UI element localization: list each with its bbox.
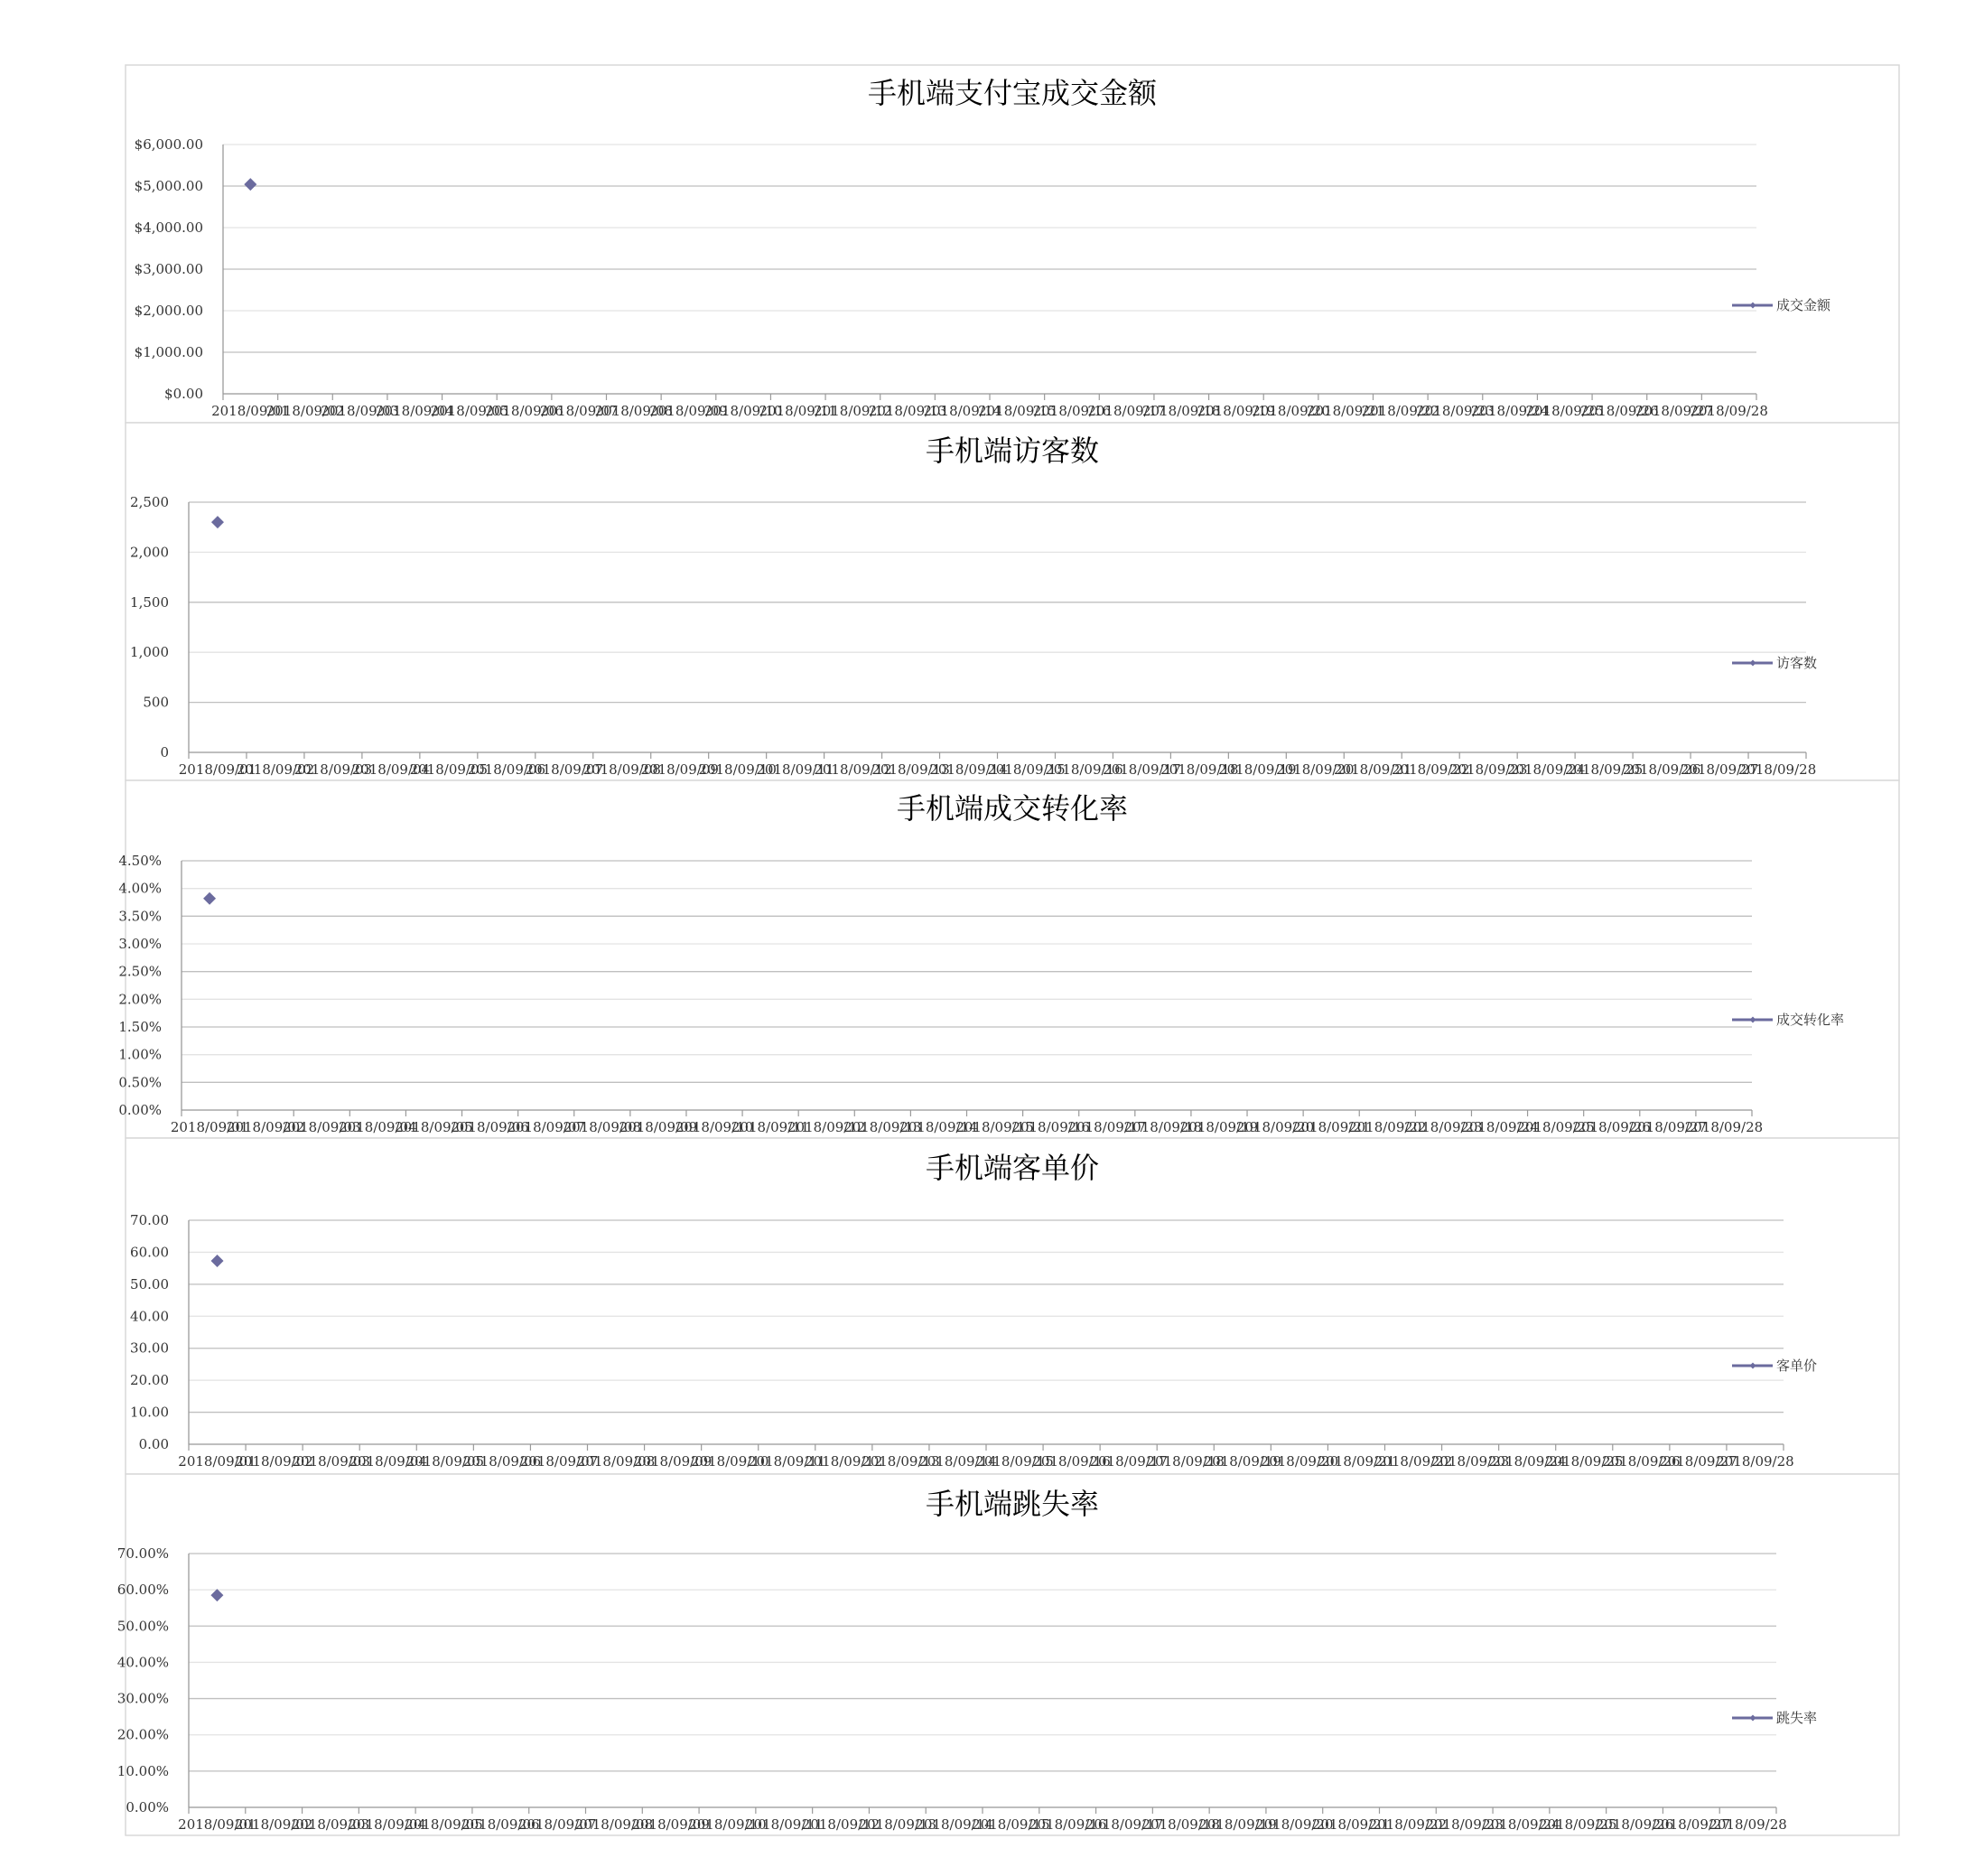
y-tick-label: 1,500	[130, 593, 169, 611]
y-tick-label: 0.00%	[118, 1102, 162, 1118]
x-tick-label: 2018/09/14	[918, 1453, 997, 1470]
y-tick-label: 0.00	[138, 1436, 169, 1452]
chart-title: 手机端跳失率	[925, 1487, 1100, 1521]
x-tick-label: 2018/09/19	[1218, 761, 1297, 778]
x-tick-label: 2018/09/18	[1142, 403, 1221, 419]
x-tick-label: 2018/09/15	[972, 1816, 1050, 1833]
y-tick-label: 70.00	[130, 1212, 169, 1228]
x-tick-label: 2018/09/04	[351, 761, 431, 778]
x-tick-label: 2018/09/02	[234, 1816, 313, 1833]
x-tick-label: 2018/09/17	[1103, 761, 1181, 778]
y-tick-label: $2,000.00	[134, 303, 203, 319]
x-tick-label: 2018/09/20	[1235, 1119, 1315, 1135]
y-tick-label: 4.00%	[118, 880, 162, 897]
x-tick-label: 2018/09/12	[814, 761, 892, 778]
y-tick-label: $5,000.00	[134, 178, 203, 194]
x-tick-label: 2018/09/21	[1306, 403, 1385, 419]
x-tick-label: 2018/09/23	[1404, 1119, 1483, 1135]
x-tick-label: 2018/09/03	[293, 761, 373, 778]
x-tick-label: 2018/09/28	[1690, 403, 1768, 419]
y-tick-label: 3.00%	[118, 936, 162, 952]
x-tick-label: 2018/09/19	[1203, 1453, 1282, 1470]
x-tick-label: 2018/09/26	[1580, 403, 1659, 419]
y-tick-label: 1,000	[130, 644, 169, 661]
y-tick-label: 10.00%	[116, 1762, 169, 1779]
y-tick-label: $4,000.00	[134, 219, 203, 236]
x-tick-label: 2018/09/26	[1622, 761, 1701, 778]
x-tick-label: 2018/09/08	[563, 1119, 642, 1135]
chart-panel-1	[126, 65, 1899, 423]
x-tick-label: 2018/09/24	[1487, 1453, 1567, 1470]
x-tick-label: 2018/09/05	[430, 403, 509, 419]
x-tick-label: 2018/09/18	[1141, 1816, 1220, 1833]
x-tick-label: 2018/09/27	[1652, 1816, 1731, 1833]
x-tick-label: 2018/09/20	[1255, 1816, 1334, 1833]
x-tick-label: 2018/09/21	[1311, 1816, 1391, 1833]
x-tick-label: 2018/09/01	[178, 1816, 256, 1833]
x-tick-label: 2018/09/07	[525, 761, 604, 778]
y-tick-label: 20.00	[130, 1372, 169, 1389]
x-tick-label: 2018/09/13	[868, 403, 947, 419]
y-tick-label: 2.00%	[118, 991, 162, 1008]
y-tick-label: 10.00	[130, 1404, 169, 1421]
chart-title: 手机端成交转化率	[896, 791, 1129, 826]
x-tick-label: 2018/09/18	[1160, 761, 1239, 778]
x-tick-label: 2018/09/25	[1525, 403, 1604, 419]
x-tick-label: 2018/09/16	[1032, 403, 1112, 419]
x-tick-label: 2018/09/12	[805, 1453, 883, 1470]
x-tick-label: 2018/09/17	[1089, 1453, 1168, 1470]
y-tick-label: 70.00%	[116, 1545, 169, 1562]
x-tick-label: 2018/09/15	[955, 1119, 1034, 1135]
x-tick-label: 2018/09/10	[675, 1119, 754, 1135]
x-tick-label: 2018/09/22	[1348, 1119, 1427, 1135]
x-tick-label: 2018/09/19	[1179, 1119, 1259, 1135]
x-tick-label: 2018/09/09	[640, 761, 719, 778]
x-tick-label: 2018/09/01	[178, 1453, 256, 1470]
x-tick-label: 2018/09/17	[1087, 403, 1166, 419]
x-tick-label: 2018/09/03	[321, 403, 399, 419]
x-tick-label: 2018/09/03	[291, 1816, 370, 1833]
x-tick-label: 2018/09/13	[858, 1816, 937, 1833]
chart-panel-2	[126, 423, 1899, 780]
y-tick-label: 40.00	[130, 1308, 169, 1325]
y-tick-label: 3.50%	[118, 908, 162, 925]
y-tick-label: $6,000.00	[134, 136, 203, 153]
y-tick-label: 2.50%	[118, 963, 162, 980]
x-tick-label: 2018/09/04	[376, 403, 454, 419]
x-tick-label: 2018/09/11	[748, 1453, 826, 1470]
x-tick-label: 2018/09/04	[349, 1453, 427, 1470]
y-tick-label: 2,500	[130, 494, 169, 510]
chart-panel-3	[126, 780, 1899, 1138]
x-tick-label: 2018/09/26	[1602, 1453, 1681, 1470]
x-tick-label: 2018/09/04	[339, 1119, 417, 1135]
x-tick-label: 2018/09/04	[348, 1816, 426, 1833]
x-tick-label: 2018/09/12	[814, 403, 892, 419]
x-tick-label: 2018/09/19	[1198, 1816, 1277, 1833]
y-tick-label: 1.00%	[118, 1046, 162, 1063]
x-tick-label: 2018/09/09	[633, 1453, 713, 1470]
y-tick-label: 50.00	[130, 1275, 169, 1293]
x-tick-label: 2018/09/25	[1564, 761, 1644, 778]
x-tick-label: 2018/09/18	[1123, 1119, 1203, 1135]
x-tick-label: 2018/09/22	[1374, 1453, 1453, 1470]
x-tick-label: 2018/09/13	[843, 1119, 922, 1135]
x-tick-label: 2018/09/21	[1291, 1119, 1371, 1135]
x-tick-label: 2018/09/22	[1361, 403, 1440, 419]
x-tick-label: 2018/09/23	[1430, 1453, 1510, 1470]
x-tick-label: 2018/09/24	[1506, 761, 1586, 778]
x-tick-label: 2018/09/11	[759, 403, 837, 419]
legend-label: 成交转化率	[1776, 1012, 1845, 1028]
x-tick-label: 2018/09/26	[1572, 1119, 1651, 1135]
x-tick-label: 2018/09/22	[1391, 761, 1470, 778]
x-tick-label: 2018/09/03	[283, 1119, 361, 1135]
chart-panel-5	[126, 1474, 1899, 1835]
x-tick-label: 2018/09/06	[485, 403, 564, 419]
y-tick-label: 2,000	[130, 544, 169, 561]
x-tick-label: 2018/09/07	[507, 1119, 585, 1135]
x-tick-label: 2018/09/08	[574, 1816, 654, 1833]
x-tick-label: 2018/09/28	[1684, 1119, 1764, 1135]
x-tick-label: 2018/09/16	[1032, 1453, 1111, 1470]
x-tick-label: 2018/09/07	[539, 403, 619, 419]
x-tick-label: 2018/09/01	[211, 403, 290, 419]
chart-title: 手机端支付宝成交金额	[867, 76, 1158, 110]
y-tick-label: 1.50%	[118, 1019, 162, 1035]
y-tick-label: $0.00	[164, 386, 203, 402]
x-tick-label: 2018/09/05	[405, 1816, 483, 1833]
chart-panel-4	[126, 1138, 1899, 1474]
y-tick-label: 50.00%	[116, 1618, 169, 1635]
x-tick-label: 2018/09/09	[619, 1119, 698, 1135]
x-tick-label: 2018/09/19	[1197, 403, 1276, 419]
y-tick-label: 0.00%	[126, 1799, 169, 1815]
x-tick-label: 2018/09/15	[978, 403, 1057, 419]
x-tick-label: 2018/09/23	[1448, 761, 1528, 778]
x-tick-label: 2018/09/14	[923, 403, 1001, 419]
x-tick-label: 2018/09/20	[1276, 761, 1355, 778]
x-tick-label: 2018/09/11	[731, 1119, 810, 1135]
x-tick-label: 2018/09/14	[929, 761, 1008, 778]
x-tick-label: 2018/09/18	[1146, 1453, 1225, 1470]
x-tick-label: 2018/09/02	[265, 403, 345, 419]
x-tick-label: 2018/09/11	[745, 1816, 824, 1833]
x-tick-label: 2018/09/11	[756, 761, 834, 778]
x-tick-label: 2018/09/06	[461, 1816, 540, 1833]
x-tick-label: 2018/09/23	[1425, 1816, 1504, 1833]
x-tick-label: 2018/09/27	[1659, 1453, 1737, 1470]
x-tick-label: 2018/09/10	[690, 1453, 769, 1470]
y-tick-label: 60.00	[130, 1244, 169, 1261]
x-tick-label: 2018/09/05	[395, 1119, 473, 1135]
x-tick-label: 2018/09/16	[1045, 761, 1123, 778]
x-tick-label: 2018/09/16	[1011, 1119, 1090, 1135]
x-tick-label: 2018/09/22	[1368, 1816, 1448, 1833]
y-tick-label: 60.00%	[116, 1582, 169, 1599]
x-tick-label: 2018/09/21	[1334, 761, 1412, 778]
x-tick-label: 2018/09/24	[1460, 1119, 1539, 1135]
x-tick-label: 2018/09/07	[519, 1453, 599, 1470]
x-tick-label: 2018/09/01	[178, 761, 257, 778]
x-tick-label: 2018/09/23	[1416, 403, 1495, 419]
x-tick-label: 2018/09/12	[801, 1816, 880, 1833]
x-tick-label: 2018/09/25	[1545, 1453, 1624, 1470]
legend-label: 成交金额	[1776, 297, 1831, 313]
x-tick-label: 2018/09/02	[236, 761, 315, 778]
x-tick-label: 2018/09/05	[405, 1453, 485, 1470]
x-tick-label: 2018/09/07	[517, 1816, 597, 1833]
x-tick-label: 2018/09/13	[862, 1453, 940, 1470]
chart-title: 手机端访客数	[925, 434, 1100, 468]
x-tick-label: 2018/09/06	[451, 1119, 529, 1135]
x-tick-label: 2018/09/27	[1628, 1119, 1708, 1135]
x-tick-label: 2018/09/15	[975, 1453, 1054, 1470]
legend-label: 客单价	[1776, 1358, 1818, 1374]
x-tick-label: 2018/09/10	[688, 1816, 767, 1833]
y-tick-label: 40.00%	[116, 1654, 169, 1671]
x-tick-label: 2018/09/20	[1260, 1453, 1339, 1470]
x-tick-label: 2018/09/17	[1085, 1816, 1164, 1833]
x-tick-label: 2018/09/16	[1028, 1816, 1107, 1833]
y-tick-label: 30.00	[130, 1339, 169, 1357]
x-tick-label: 2018/09/08	[582, 761, 661, 778]
x-tick-label: 2018/09/09	[631, 1816, 710, 1833]
legend-label: 访客数	[1776, 655, 1818, 671]
x-tick-label: 2018/09/05	[409, 761, 489, 778]
x-tick-label: 2018/09/24	[1470, 403, 1550, 419]
x-tick-label: 2018/09/27	[1635, 403, 1714, 419]
legend-label: 跳失率	[1776, 1710, 1818, 1726]
x-tick-label: 2018/09/21	[1317, 1453, 1396, 1470]
x-tick-label: 2018/09/09	[649, 403, 728, 419]
y-tick-label: 0.50%	[118, 1074, 162, 1091]
x-tick-label: 2018/09/12	[787, 1119, 866, 1135]
x-tick-label: 2018/09/08	[576, 1453, 656, 1470]
x-tick-label: 2018/09/14	[915, 1816, 993, 1833]
x-tick-label: 2018/09/13	[871, 761, 950, 778]
x-tick-label: 2018/09/14	[899, 1119, 978, 1135]
y-tick-label: 4.50%	[118, 853, 162, 869]
y-tick-label: 20.00%	[116, 1726, 169, 1743]
y-tick-label: 500	[143, 694, 169, 711]
chart-title: 手机端客单价	[925, 1151, 1100, 1185]
x-tick-label: 2018/09/15	[987, 761, 1066, 778]
x-tick-label: 2018/09/08	[594, 403, 674, 419]
x-tick-label: 2018/09/28	[1716, 1453, 1794, 1470]
y-tick-label: 30.00%	[116, 1690, 169, 1707]
x-tick-label: 2018/09/06	[462, 1453, 542, 1470]
x-tick-label: 2018/09/06	[467, 761, 546, 778]
x-tick-label: 2018/09/24	[1482, 1816, 1560, 1833]
y-tick-label: $3,000.00	[134, 261, 203, 277]
x-tick-label: 2018/09/27	[1680, 761, 1759, 778]
x-tick-label: 2018/09/03	[292, 1453, 370, 1470]
y-tick-label: 0	[160, 744, 169, 761]
x-tick-label: 2018/09/28	[1737, 761, 1817, 778]
x-tick-label: 2018/09/25	[1539, 1816, 1617, 1833]
x-tick-label: 2018/09/20	[1252, 403, 1330, 419]
x-tick-label: 2018/09/28	[1709, 1816, 1787, 1833]
x-tick-label: 2018/09/01	[170, 1119, 249, 1135]
x-tick-label: 2018/09/10	[698, 761, 777, 778]
y-tick-label: $1,000.00	[134, 344, 203, 360]
x-tick-label: 2018/09/10	[703, 403, 783, 419]
x-tick-label: 2018/09/26	[1595, 1816, 1674, 1833]
x-tick-label: 2018/09/17	[1067, 1119, 1147, 1135]
x-tick-label: 2018/09/02	[235, 1453, 313, 1470]
x-tick-label: 2018/09/02	[226, 1119, 305, 1135]
x-tick-label: 2018/09/25	[1516, 1119, 1595, 1135]
